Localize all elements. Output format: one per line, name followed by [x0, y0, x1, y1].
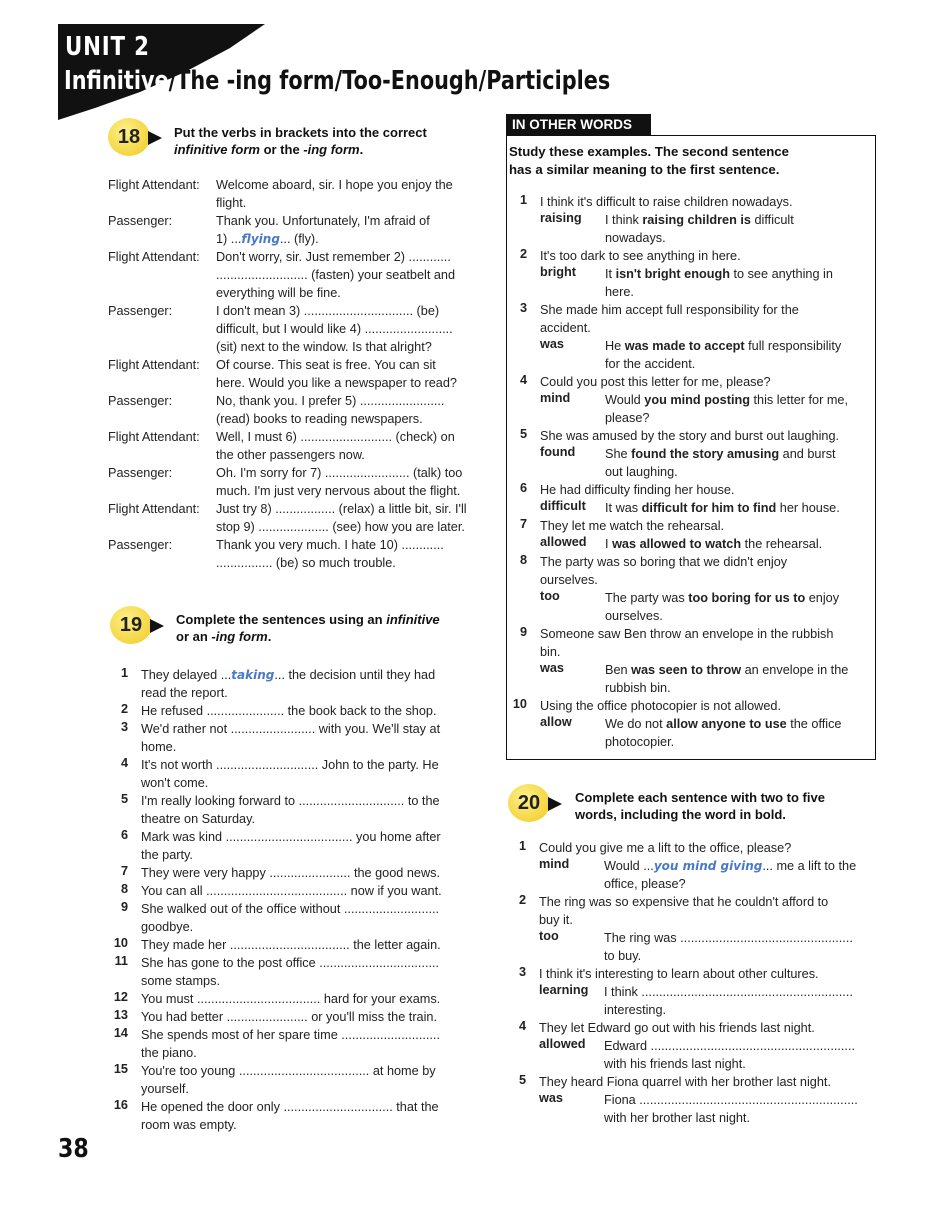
dialogue-speaker: Passenger:	[108, 304, 173, 318]
dialogue-line: flight.	[216, 196, 247, 210]
instr-em: infinitive	[386, 612, 440, 627]
item-number: 2	[120, 702, 128, 716]
dialogue-speaker: Passenger:	[108, 394, 173, 408]
keyword: was	[540, 337, 564, 351]
item-number: 8	[519, 553, 527, 567]
dialogue-line: everything will be fine.	[216, 286, 341, 300]
exercise-19-item: some stamps.	[141, 974, 220, 988]
dialogue-line: Don't worry, sir. Just remember 2) ............	[216, 250, 451, 264]
example-answer-line	[605, 265, 870, 283]
example-answer-line	[605, 589, 870, 607]
exercise-20-answer-line: Edward ..........................................................	[604, 1039, 855, 1053]
instr-line: Complete each sentence with two to five	[575, 790, 825, 805]
exercise-19-item: You can all ........................................ now if you want.	[141, 884, 442, 898]
badge-pointer-icon	[148, 131, 162, 145]
item-text: her house.	[776, 501, 840, 515]
dialogue-speaker: Flight Attendant:	[108, 178, 200, 192]
example-answer-line	[605, 409, 870, 427]
exercise-19-item-1	[141, 666, 481, 702]
exercise-20-answer-line: to buy.	[604, 949, 642, 963]
item-number: 6	[519, 481, 527, 495]
item-text: the rehearsal.	[741, 537, 823, 551]
exercise-19-item: home.	[141, 740, 177, 754]
exercise-18-badge: 18	[108, 118, 150, 156]
instr-em: -ing form	[211, 629, 268, 644]
exercise-19-item: yourself.	[141, 1082, 189, 1096]
keyphrase: was seen to throw	[631, 663, 742, 677]
item-text: please?	[605, 411, 650, 425]
item-text: this letter for me,	[750, 393, 849, 407]
example-answer-line	[605, 535, 870, 553]
example-sentence: ourselves.	[540, 573, 598, 587]
unit-label: UNIT 2	[65, 32, 150, 62]
keyword: raising	[540, 211, 582, 225]
keyword: was	[540, 661, 564, 675]
exercise-20-answer-line: The ring was .................................................	[604, 931, 853, 945]
example-sentence: bin.	[540, 645, 561, 659]
keyphrase: difficult for him to find	[641, 501, 777, 515]
exercise-20-badge: 20	[508, 784, 550, 822]
exercise-19-item: She walked out of the office without ...........................	[141, 902, 440, 916]
example-sentence: I think it's difficult to raise children nowadays.	[540, 195, 793, 209]
example-sentence: She was amused by the story and burst out laughing.	[540, 429, 840, 443]
example-answer-line	[605, 661, 870, 679]
exercise-20-answer-line: with her brother last night.	[604, 1111, 750, 1125]
keyword: bright	[540, 265, 576, 279]
in-other-words-label: IN OTHER WORDS	[506, 114, 651, 135]
item-text: an envelope in the	[741, 663, 849, 677]
item-text: to see anything in	[729, 267, 833, 281]
example-answer-line	[605, 355, 870, 373]
exercise-20-instruction	[575, 789, 885, 823]
item-number: 1	[519, 193, 527, 207]
dialogue-line: Oh. I'm sorry for 7) ........................ (talk) too	[216, 466, 463, 480]
exercise-20-item-1-answer	[604, 857, 876, 893]
example-answer: flying	[241, 232, 280, 246]
dialogue-speaker: Flight Attendant:	[108, 430, 200, 444]
example-sentence: accident.	[540, 321, 591, 335]
item-number: 1	[518, 839, 526, 853]
exercise-19-item: room was empty.	[141, 1118, 237, 1132]
topic-title-part2: /The -ing form/Too-Enough/Participles	[168, 66, 611, 96]
exercise-19-item: You had better ....................... or you'll miss the train.	[141, 1010, 438, 1024]
item-text: rubbish bin.	[605, 681, 671, 695]
item-number: 10	[512, 697, 527, 711]
dialogue-line: stop 9) .................... (see) how you are later.	[216, 520, 465, 534]
dialogue-line: Thank you very much. I hate 10) ............	[216, 538, 444, 552]
keyphrase: too boring for us to	[688, 591, 806, 605]
exercise-20-answer-line: Fiona ..............................................................	[604, 1093, 858, 1107]
dialogue-line: Just try 8) ................. (relax) a little bit, sir. I'll	[216, 502, 467, 516]
item-number: 13	[113, 1008, 128, 1022]
exercise-19-item: They made her .................................. the letter again.	[141, 938, 441, 952]
keyword: mind	[540, 391, 571, 405]
exercise-19-item: I'm really looking forward to .............................. to the	[141, 794, 440, 808]
dialogue-speaker: Flight Attendant:	[108, 502, 200, 516]
unit-header-banner	[0, 0, 300, 125]
exercise-20-answer-line: interesting.	[604, 1003, 667, 1017]
item-number: 16	[113, 1098, 128, 1112]
dialogue-line: here. Would you like a newspaper to read?	[216, 376, 457, 390]
item-number: 3	[120, 720, 128, 734]
item-text: nowadays.	[605, 231, 666, 245]
item-text: ... me a lift to the	[762, 859, 857, 873]
topic-title-part1: Infinitive	[64, 66, 169, 96]
item-number: 2	[519, 247, 527, 261]
exercise-20-answer-line: with his friends last night.	[604, 1057, 746, 1071]
dialogue-speaker: Passenger:	[108, 214, 173, 228]
exercise-19-item: They were very happy ....................... the good news.	[141, 866, 440, 880]
item-number: 8	[120, 882, 128, 896]
dialogue-speaker: Flight Attendant:	[108, 250, 200, 264]
keyword: was	[539, 1091, 563, 1105]
keyphrase: raising children is	[642, 213, 751, 227]
item-text: She	[605, 447, 632, 461]
item-text: Ben	[605, 663, 632, 677]
item-text: He	[605, 339, 625, 353]
exercise-20-sentence: They let Edward go out with his friends last night.	[539, 1021, 815, 1035]
unit-topic-title	[64, 66, 610, 96]
item-text: ourselves.	[605, 609, 663, 623]
instr-em: -ing form	[303, 142, 360, 157]
instr-em: infinitive form	[174, 142, 260, 157]
example-answer: taking	[231, 668, 275, 682]
item-text: and burst	[779, 447, 836, 461]
item-number: 3	[518, 965, 526, 979]
dialogue-line: Welcome aboard, sir. I hope you enjoy the	[216, 178, 453, 192]
dialogue-line: ................ (be) so much trouble.	[216, 556, 396, 570]
example-answer-line	[605, 211, 870, 229]
dialogue-line: No, thank you. I prefer 5) ........................	[216, 394, 445, 408]
item-number: 14	[113, 1026, 128, 1040]
exercise-20-sentence: buy it.	[539, 913, 573, 927]
keyword: learning	[539, 983, 589, 997]
keyphrase: allow anyone to use	[666, 717, 787, 731]
dialogue-line: Well, I must 6) .......................... (check) on	[216, 430, 455, 444]
example-answer-line	[605, 733, 870, 751]
exercise-19-item: You must ................................... hard for your exams.	[141, 992, 441, 1006]
item-number: 5	[120, 792, 128, 806]
example-sentence: He had difficulty finding her house.	[540, 483, 735, 497]
dialogue-speaker: Flight Attendant:	[108, 358, 200, 372]
dialogue-line: difficult, but I would like 4) .........................	[216, 322, 453, 336]
intro-line: Study these examples. The second sentence	[509, 144, 789, 159]
badge-pointer-icon	[150, 619, 164, 633]
dialogue-line: much. I'm just very nervous about the flight.	[216, 484, 461, 498]
in-other-words-intro	[509, 143, 871, 179]
item-text: 1) ...	[216, 232, 242, 246]
example-sentence: They let me watch the rehearsal.	[540, 519, 725, 533]
item-number: 15	[113, 1062, 128, 1076]
page-number: 38	[58, 1134, 89, 1164]
exercise-20-answer-line: I think ............................................................	[604, 985, 853, 999]
item-number: 4	[519, 373, 527, 387]
dialogue-line: I don't mean 3) ............................... (be)	[216, 304, 440, 318]
instr-text: Put the verbs in brackets into the correct	[174, 125, 427, 140]
item-text: for the accident.	[605, 357, 696, 371]
instr-text: .	[267, 629, 272, 644]
item-text: read the report.	[141, 686, 228, 700]
item-number: 2	[518, 893, 526, 907]
item-number: 4	[518, 1019, 526, 1033]
keyphrase: was allowed to watch	[612, 537, 742, 551]
item-text: It	[605, 267, 616, 281]
example-sentence: Using the office photocopier is not allowed.	[540, 699, 781, 713]
item-number: 10	[113, 936, 128, 950]
example-sentence: Someone saw Ben throw an envelope in the rubbish	[540, 627, 834, 641]
exercise-19-item: Mark was kind .................................... you home after	[141, 830, 441, 844]
item-text: out laughing.	[605, 465, 678, 479]
instr-text: or the	[259, 142, 304, 157]
intro-line: has a similar meaning to the first sentence.	[509, 162, 780, 177]
exercise-19-badge: 19	[110, 606, 152, 644]
dialogue-speaker: Passenger:	[108, 538, 173, 552]
keyphrase: isn't bright enough	[615, 267, 730, 281]
dialogue-answer-line	[216, 230, 478, 248]
item-text: full responsibility	[744, 339, 842, 353]
item-text: office, please?	[604, 877, 686, 891]
keyword: too	[539, 929, 559, 943]
item-number: 9	[519, 625, 527, 639]
keyphrase: found the story amusing	[631, 447, 780, 461]
instr-text: .	[359, 142, 364, 157]
example-answer-line	[605, 715, 870, 733]
dialogue-line: Of course. This seat is free. You can sit	[216, 358, 436, 372]
exercise-19-item: We'd rather not ........................ with you. We'll stay at	[141, 722, 441, 736]
exercise-19-instruction	[176, 611, 496, 645]
item-number: 11	[114, 954, 128, 968]
example-sentence: The party was so boring that we didn't enjoy	[540, 555, 788, 569]
example-answer-line	[605, 337, 870, 355]
example-sentence: She made him accept full responsibility for the	[540, 303, 799, 317]
exercise-20-sentence: I think it's interesting to learn about other cultures.	[539, 967, 819, 981]
instr-text: or an	[176, 629, 212, 644]
item-text: ... (fly).	[279, 232, 319, 246]
item-text: We do not	[605, 717, 667, 731]
example-sentence: Could you post this letter for me, please?	[540, 375, 771, 389]
item-number: 7	[519, 517, 527, 531]
exercise-19-item: theatre on Saturday.	[141, 812, 256, 826]
item-number: 7	[120, 864, 128, 878]
dialogue-line: (read) books to reading newspapers.	[216, 412, 423, 426]
dialogue-line: .......................... (fasten) your seatbelt and	[216, 268, 456, 282]
exercise-19-item: the piano.	[141, 1046, 197, 1060]
exercise-18-instruction	[174, 124, 494, 158]
example-answer-line	[605, 463, 870, 481]
item-text: The party was	[605, 591, 689, 605]
item-number: 5	[518, 1073, 526, 1087]
example-answer-line	[605, 229, 870, 247]
item-number: 9	[120, 900, 128, 914]
item-text: enjoy	[805, 591, 840, 605]
item-text: Would	[605, 393, 645, 407]
dialogue-line: Thank you. Unfortunately, I'm afraid of	[216, 214, 430, 228]
instr-line: words, including the word in bold.	[575, 807, 786, 822]
keyword: allow	[540, 715, 572, 729]
exercise-20-sentence: They heard Fiona quarrel with her brother last night.	[539, 1075, 831, 1089]
badge-pointer-icon	[548, 797, 562, 811]
item-text: I	[605, 537, 613, 551]
item-number: 4	[120, 756, 128, 770]
example-answer-line	[605, 391, 870, 409]
item-text: photocopier.	[605, 735, 675, 749]
keyword: found	[540, 445, 576, 459]
example-sentence: It's too dark to see anything in here.	[540, 249, 741, 263]
keyphrase: was made to accept	[624, 339, 745, 353]
example-answer-line	[605, 499, 870, 517]
example-answer: you mind giving	[653, 859, 763, 873]
exercise-19-item: the party.	[141, 848, 193, 862]
exercise-20-item-1-sentence: Could you give me a lift to the office, please?	[539, 841, 792, 855]
example-answer-line	[605, 283, 870, 301]
keyphrase: you mind posting	[644, 393, 750, 407]
exercise-19-item: She spends most of her spare time ............................	[141, 1028, 440, 1042]
exercise-19-item: It's not worth ............................. John to the party. He	[141, 758, 439, 772]
dialogue-line: (sit) next to the window. Is that alright?	[216, 340, 432, 354]
dialogue-speaker: Passenger:	[108, 466, 173, 480]
exercise-19-item: He refused ...................... the book back to the shop.	[141, 704, 437, 718]
item-number: 12	[113, 990, 128, 1004]
example-answer-line	[605, 607, 870, 625]
keyword: too	[540, 589, 560, 603]
item-text: the office	[786, 717, 842, 731]
exercise-20-sentence: The ring was so expensive that he couldn't afford to	[539, 895, 829, 909]
item-text: It was	[605, 501, 642, 515]
exercise-19-item: won't come.	[141, 776, 209, 790]
item-text: I think	[605, 213, 643, 227]
item-number: 1	[120, 666, 128, 680]
exercise-19-item: She has gone to the post office ..................................	[141, 956, 440, 970]
example-answer-line	[605, 679, 870, 697]
example-answer-line	[605, 445, 870, 463]
item-text: difficult	[750, 213, 794, 227]
item-text: here.	[605, 285, 634, 299]
exercise-19-item: He opened the door only ............................... that the	[141, 1100, 439, 1114]
item-text: Would ...	[604, 859, 654, 873]
item-number: 6	[120, 828, 128, 842]
instr-text: Complete the sentences using an	[176, 612, 387, 627]
item-number: 5	[519, 427, 527, 441]
item-number: 3	[519, 301, 527, 315]
exercise-19-item: You're too young ..................................... at home by	[141, 1064, 436, 1078]
keyword: allowed	[540, 535, 587, 549]
keyword: mind	[539, 857, 570, 871]
dialogue-line: the other passengers now.	[216, 448, 365, 462]
keyword: allowed	[539, 1037, 586, 1051]
exercise-19-item: goodbye.	[141, 920, 194, 934]
item-text: They delayed ...	[141, 668, 232, 682]
item-text: ... the decision until they had	[274, 668, 436, 682]
keyword: difficult	[540, 499, 586, 513]
